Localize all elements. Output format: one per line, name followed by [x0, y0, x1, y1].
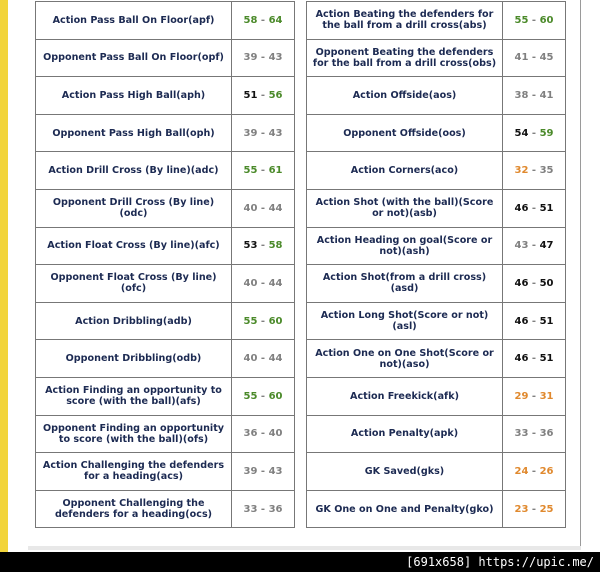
watermark-text: [691x658] https://upic.me/	[406, 555, 594, 569]
range-high: 36	[268, 503, 283, 515]
stat-range	[503, 39, 566, 77]
stats-panel	[28, 0, 581, 547]
range-high: 45	[539, 52, 554, 64]
range-high: 35	[539, 165, 554, 177]
stat-range	[503, 114, 566, 152]
range-dash: -	[528, 315, 540, 327]
range-dash: -	[257, 390, 269, 402]
stat-range	[503, 227, 566, 265]
stat-range	[503, 189, 566, 227]
range-dash: -	[528, 165, 540, 177]
range-high: 43	[268, 127, 283, 139]
range-low: 55	[243, 315, 258, 327]
range-low: 33	[243, 503, 258, 515]
range-low: 43	[514, 240, 529, 252]
stat-row	[307, 2, 566, 40]
range-dash: -	[257, 353, 269, 365]
range-dash: -	[528, 240, 540, 252]
stat-row	[307, 39, 566, 77]
range-high: 58	[268, 240, 283, 252]
stat-row	[36, 114, 295, 152]
stat-row	[36, 77, 295, 115]
right-stats-table	[306, 1, 566, 528]
range-dash: -	[257, 503, 269, 515]
range-high: 59	[539, 127, 554, 139]
stat-range	[503, 152, 566, 190]
stat-row	[307, 114, 566, 152]
stat-range	[232, 227, 295, 265]
range-high: 36	[539, 428, 554, 440]
stat-row	[36, 152, 295, 190]
range-high: 40	[268, 428, 283, 440]
range-low: 24	[514, 465, 529, 477]
range-high: 31	[539, 390, 554, 402]
range-high: 43	[268, 465, 283, 477]
stat-range	[232, 152, 295, 190]
stat-row	[307, 227, 566, 265]
range-dash: -	[528, 353, 540, 365]
panel-shadow	[28, 546, 581, 550]
range-high: 41	[539, 89, 554, 101]
range-high: 51	[539, 315, 554, 327]
stat-row	[36, 415, 295, 453]
stat-label: GK One on One and Penalty(gko)	[307, 490, 503, 528]
stat-range	[232, 77, 295, 115]
stat-label: Action Pass Ball On Floor(apf)	[36, 2, 232, 40]
stat-row	[307, 265, 566, 303]
range-dash: -	[257, 315, 269, 327]
stat-label: Action Freekick(afk)	[307, 377, 503, 415]
range-dash: -	[528, 14, 540, 26]
stat-range	[232, 39, 295, 77]
range-dash: -	[528, 503, 540, 515]
stat-range	[503, 340, 566, 378]
stat-range	[232, 490, 295, 528]
stat-label: Action Dribbling(adb)	[36, 302, 232, 340]
stat-label: Action Heading on goal(Score or not)(ash)	[307, 227, 503, 265]
range-dash: -	[528, 202, 540, 214]
range-low: 39	[243, 465, 258, 477]
range-low: 33	[514, 428, 529, 440]
stat-row	[307, 377, 566, 415]
stat-label: Action Shot(from a drill cross)(asd)	[307, 265, 503, 303]
stat-label: Action Penalty(apk)	[307, 415, 503, 453]
range-low: 54	[514, 127, 529, 139]
stat-label: Action Drill Cross (By line)(adc)	[36, 152, 232, 190]
stat-row	[36, 2, 295, 40]
stat-range	[232, 415, 295, 453]
stat-row	[307, 77, 566, 115]
range-low: 39	[243, 127, 258, 139]
stat-label: Opponent Float Cross (By line)(ofc)	[36, 265, 232, 303]
range-high: 51	[539, 202, 554, 214]
stat-range	[503, 490, 566, 528]
left-stats-table	[35, 1, 295, 528]
stat-label: Opponent Beating the defenders for the ball from a drill cross(obs)	[307, 39, 503, 77]
stat-row	[307, 415, 566, 453]
stat-row	[36, 39, 295, 77]
range-high: 56	[268, 89, 283, 101]
stat-row	[36, 227, 295, 265]
range-low: 58	[243, 14, 258, 26]
stat-label: Action Offside(aos)	[307, 77, 503, 115]
range-low: 53	[243, 240, 258, 252]
range-low: 40	[243, 353, 258, 365]
range-dash: -	[528, 277, 540, 289]
range-dash: -	[257, 428, 269, 440]
stat-label: Opponent Offside(oos)	[307, 114, 503, 152]
range-low: 29	[514, 390, 529, 402]
stat-row	[36, 265, 295, 303]
stat-range	[232, 302, 295, 340]
range-high: 60	[539, 14, 554, 26]
range-low: 46	[514, 202, 529, 214]
range-low: 40	[243, 202, 258, 214]
range-low: 41	[514, 52, 529, 64]
range-high: 44	[268, 202, 283, 214]
stat-label: Opponent Pass High Ball(oph)	[36, 114, 232, 152]
range-high: 64	[268, 14, 283, 26]
range-high: 25	[539, 503, 554, 515]
range-low: 46	[514, 277, 529, 289]
stat-range	[232, 114, 295, 152]
range-dash: -	[257, 240, 269, 252]
stat-label: Action Finding an opportunity to score (with the ball)(afs)	[36, 377, 232, 415]
stat-row	[307, 490, 566, 528]
stat-label: Action Float Cross (By line)(afc)	[36, 227, 232, 265]
stat-row	[36, 377, 295, 415]
watermark-bar	[0, 552, 600, 572]
range-low: 46	[514, 353, 529, 365]
range-dash: -	[528, 89, 540, 101]
range-low: 39	[243, 52, 258, 64]
range-low: 38	[514, 89, 529, 101]
range-dash: -	[257, 14, 269, 26]
range-dash: -	[257, 89, 269, 101]
stat-range	[232, 453, 295, 491]
stat-label: Action One on One Shot(Score or not)(aso)	[307, 340, 503, 378]
stat-row	[36, 490, 295, 528]
stat-row	[36, 453, 295, 491]
range-dash: -	[257, 277, 269, 289]
stat-label: Action Corners(aco)	[307, 152, 503, 190]
range-high: 51	[539, 353, 554, 365]
range-high: 50	[539, 277, 554, 289]
stat-range	[503, 302, 566, 340]
range-low: 55	[514, 14, 529, 26]
stat-range	[232, 189, 295, 227]
stat-row	[307, 302, 566, 340]
range-high: 61	[268, 165, 283, 177]
range-low: 32	[514, 165, 529, 177]
stat-range	[503, 2, 566, 40]
stat-range	[503, 453, 566, 491]
stat-row	[36, 340, 295, 378]
range-dash: -	[257, 165, 269, 177]
range-dash: -	[257, 127, 269, 139]
left-accent-bar	[0, 0, 8, 552]
range-high: 47	[539, 240, 554, 252]
range-high: 60	[268, 315, 283, 327]
stat-row	[307, 189, 566, 227]
range-low: 40	[243, 277, 258, 289]
stat-range	[232, 377, 295, 415]
range-dash: -	[528, 127, 540, 139]
range-dash: -	[257, 465, 269, 477]
range-high: 44	[268, 353, 283, 365]
stat-range	[232, 265, 295, 303]
range-high: 60	[268, 390, 283, 402]
range-high: 43	[268, 52, 283, 64]
range-low: 51	[243, 89, 258, 101]
stat-range	[503, 77, 566, 115]
range-low: 46	[514, 315, 529, 327]
stat-row	[307, 453, 566, 491]
range-low: 36	[243, 428, 258, 440]
range-dash: -	[257, 52, 269, 64]
stat-label: Action Long Shot(Score or not)(asl)	[307, 302, 503, 340]
range-high: 26	[539, 465, 554, 477]
stat-row	[307, 340, 566, 378]
stat-range	[503, 377, 566, 415]
stat-label: Action Shot (with the ball)(Score or not)(asb)	[307, 189, 503, 227]
range-dash: -	[257, 202, 269, 214]
stat-range	[232, 2, 295, 40]
stat-label: Opponent Pass Ball On Floor(opf)	[36, 39, 232, 77]
stat-range	[503, 415, 566, 453]
stat-range	[232, 340, 295, 378]
stat-label: Action Beating the defenders for the ball from a drill cross(abs)	[307, 2, 503, 40]
stat-label: Opponent Dribbling(odb)	[36, 340, 232, 378]
range-high: 44	[268, 277, 283, 289]
stat-row	[307, 152, 566, 190]
range-dash: -	[528, 465, 540, 477]
stat-label: GK Saved(gks)	[307, 453, 503, 491]
stat-row	[36, 189, 295, 227]
stat-range	[503, 265, 566, 303]
range-dash: -	[528, 428, 540, 440]
stat-row	[36, 302, 295, 340]
stat-label: Opponent Drill Cross (By line)(odc)	[36, 189, 232, 227]
stat-label: Opponent Finding an opportunity to score (with the ball)(ofs)	[36, 415, 232, 453]
range-low: 55	[243, 390, 258, 402]
range-low: 23	[514, 503, 529, 515]
range-low: 55	[243, 165, 258, 177]
stat-label: Action Challenging the defenders for a heading(acs)	[36, 453, 232, 491]
stat-label: Action Pass High Ball(aph)	[36, 77, 232, 115]
range-dash: -	[528, 390, 540, 402]
range-dash: -	[528, 52, 540, 64]
stat-label: Opponent Challenging the defenders for a heading(ocs)	[36, 490, 232, 528]
